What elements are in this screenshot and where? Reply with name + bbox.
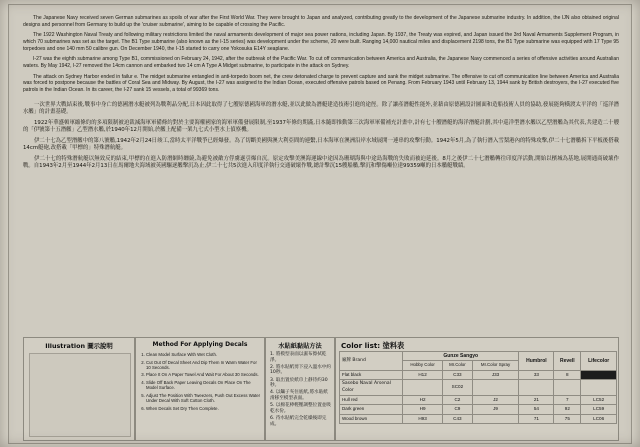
humbrol-value [519,380,554,396]
lifecolor-value: LC06 [581,414,617,423]
revell-value: 75 [554,414,581,423]
lifecolor-value [581,370,617,379]
color-name: Wood brown [340,414,403,423]
spray-value [472,414,519,423]
mr-value: C9 [443,405,472,414]
list-item: 2. 將水貼紙剪下浸入溫水中約10秒。 [270,364,331,376]
chinese-paragraph-3: 伊二十七為乙型潛艦中的第八號艦,1942年2月24日竣工,當時太平洋戰爭已經爆發。為了切斷美國與澳大利亞間的連繫,日本海軍在澳洲沿岸水域展開一連串的攻擊行動。1942年5月,為了執行潛入雪梨港內的特殊攻擊,伊二十七潛艦拆下平板後搭載14cm艇砲,改搭載「甲標的」特殊潛航艇。 [23,137,619,152]
waterslide-steps [270,352,331,429]
chinese-paragraph-1: 一次世界大戰結束後,戰事中身亡的德國潛水艇被列為戰利品分配,日本因此取得了七艘原德國海軍的潛水艇,並以此做為潛艇建造技術引進的途徑。除了讓產潛艇性能外,並藉由原德國設計圖面和造船技術人員的協助,發展能夠橫渡太平洋的「巡洋潛水艦」的計畫基礎。 [23,101,619,116]
mr-color-spray-header: Mr.Color Spray [472,361,519,370]
list-item: 3. 取出置於紙巾上靜待約30秒。 [270,377,328,389]
brand-label-cell: 廠牌 Brand [340,352,403,371]
english-paragraph-1: The Japanese Navy received seven German submarines as spoils of war after the First World War. They were brought to Japan and analyzed, contributing greatly to the development of the Japanese submarine industry. In addition, the IJN also obtained original designs and personnel from Germany to build up the 'cruiser submarine', aiming to be capable of crossing the Pacific. [23,15,619,28]
mr-value: C2 [443,396,472,405]
humbrol-value: 71 [519,414,554,423]
english-paragraph-3: I-27 was the eighth submarine among Type B1, commissioned on February 24, 1942, after the outbreak of the Pacific War. To cut off communication between America and Australia, the Japanese Navy commenced a series of offensive activities around Australian waters. By May 1942, I-27 removed the 14cm cannon and embarked two 14 cm A Type A Midget submarine, to participate in the attack on Sydney. [23,56,619,69]
mr-value: SC02 [443,380,472,396]
humbrol-value: 33 [519,370,554,379]
table-row [340,414,617,423]
color-name: Sasebo Naval Arsenal Color [340,380,403,396]
history-text-block [23,15,619,331]
color-name: Hull red [340,396,403,405]
list-item: 3. Place It On A Paper Towel And Wait For About 30 Seconds. [146,372,261,377]
color-name: Dark green [340,405,403,414]
color-table [339,351,617,424]
table-row [340,405,617,414]
mr-value: C33 [443,370,472,379]
list-item: 2. Cut Out Of Decal Sheet And Dip Them In Warm Water For 10 Seconds. [146,360,261,371]
list-item: 6. 待水貼紙完全乾燥後即完成。 [270,415,327,427]
chinese-paragraph-4: 伊二十七的特殊潛航艇以無效反的結束,甲標的在進入防潛網時纏繞,為避免被敵方俘虜遂引爆自沉。原定攻擊美澳海運線中途因為珊瑚海與中途島海戰的失敗而被迫延後。8月之後伊二十七潛艦轉往印度洋活動,開始以檳城為基地,展開通商破壞作戰。自1943年2月至1944年2月13日在馬爾地夫海域被英國驅逐艦擊沉為止,伊二十七共5次進入印度洋執行交通破壞作戰,總計擊沉15艘船艦,擊沉和擊傷噸位達99359噸的日本艦艇戰績。 [23,155,619,170]
lifecolor-value [581,380,617,396]
hobby-value: H93 [403,414,443,423]
hobby-value: H2 [403,396,443,405]
spray-value: J2 [472,396,519,405]
english-paragraph-2: The 1922 Washington Naval Treaty and following military restrictions limited the naval armaments development of major sea power nations, including Japan. By 1937, the Treaty was expired, and Japan issued the 3rd Naval Armaments Supplement Program, in which 70 submarines was set as the target. The B1 Type submarine (also known as the I-15 series) was development under the scheme, 20 were built. Ranging 14,000 nautical miles and displacement 2198 tons, the B1 Type submarine was equipped with 17 Type 95 torpedoes and one 140 mm 50 calibre gun. On December 1940, the I-15 started to carry one Yokosuka E14Y seaplane. [23,32,619,52]
color-list-title: Color list: 塗料表 [341,341,405,350]
table-row-header-brand [340,352,617,361]
lifecolor-value: LC59 [581,405,617,414]
illustration-image [29,353,131,437]
list-item: 5. Adjust The Position With Tweezers, Push Out Excess Water Under Decal With Soft Cotton Cloth. [146,393,261,404]
list-item: 4. Slide Off Back Paper Leaving Decals On Place On The Model Surface. [146,380,261,391]
humbrol-value: 54 [519,405,554,414]
hobby-value: H9 [403,405,443,414]
gunze-header: Gunze Sangyo [403,352,519,361]
illustration-title: Illustration 圖示說明 [45,342,113,350]
chinese-paragraph-2: 1922年華盛頓軍縮條約的多項限制被迫裁減海軍軍備條約對於主要海權國家的海軍軍備發展限制,至1937年條約期滿,日本隨即推動第三次海軍軍備補充計畫中,計有七十艘潛艇的海洋潛艇計劃,其中巡洋型潛水艦以乙型潛艦為其代表,共建造二十艘的「伊號第十五潛艦」乙型潛水艦,於1940年12月開始,於艦上配備一架九七式小型水上偵察機。 [23,119,619,134]
table-row [340,370,617,379]
table-row [340,380,617,396]
list-item: 1. Clean Model Surface With Wet Cloth. [146,352,261,357]
color-list-panel [335,337,619,441]
decal-method-panel [135,337,265,441]
hobby-value [403,380,443,396]
mr-value: C43 [443,414,472,423]
revell-header: Revell [554,352,581,371]
lifecolor-value: LC52 [581,396,617,405]
lifecolor-header: Lifecolor [581,352,617,371]
hobby-value: H12 [403,370,443,379]
bottom-panels [23,337,619,441]
revell-value [554,380,581,396]
decal-method-title: Method For Applying Decals [152,341,248,348]
humbrol-header: Humbrol [519,352,554,371]
mr-color-header: Mr.Color [443,361,472,370]
hobby-color-header: Hobby Color [403,361,443,370]
english-paragraph-4: The attack on Sydney Harbor ended in failur e. The midget submarine entangled in anti-torpedo boom net, the crew detonated charge to prevent capture and sank the midget submarine. The offensive to cut off communication line between America and Australia was forced to postpone because the battles of Coral Sea and Midway. By August, the I-27 was assigned to the Indian Ocean, executed offensive patrols based on Penang. From February 1943 until February 13, 1944 sank by British destroyers, the I-27 executed five patrols in the Indian Ocean. In its career, the I-27 sank 15 vessels, a total of 99369 tons. [23,73,619,93]
list-item: 5. 以棉花棒輕壓調整位置並吸乾水份。 [270,403,331,414]
revell-value: 8 [554,370,581,379]
waterslide-title: 水貼紙黏貼方法 [278,343,322,350]
spray-value: J33 [472,370,519,379]
page-body [8,4,632,444]
decal-steps [139,352,261,413]
spray-value [472,380,519,396]
spray-value: J9 [472,405,519,414]
list-item: 1. 將模型表面以濕布擦拭乾淨。 [270,352,327,363]
illustration-panel [23,337,135,441]
list-item: 4. 以鑷子夾住底紙,將水貼紙滑移至模型表面。 [270,390,328,401]
table-row [340,396,617,405]
humbrol-value: 21 [519,396,554,405]
waterslide-panel [265,337,335,441]
color-name: Flat black [340,370,403,379]
revell-value: 7 [554,396,581,405]
list-item: 6. When Decals Set Dry Then Complete. [146,406,261,411]
revell-value: 92 [554,405,581,414]
